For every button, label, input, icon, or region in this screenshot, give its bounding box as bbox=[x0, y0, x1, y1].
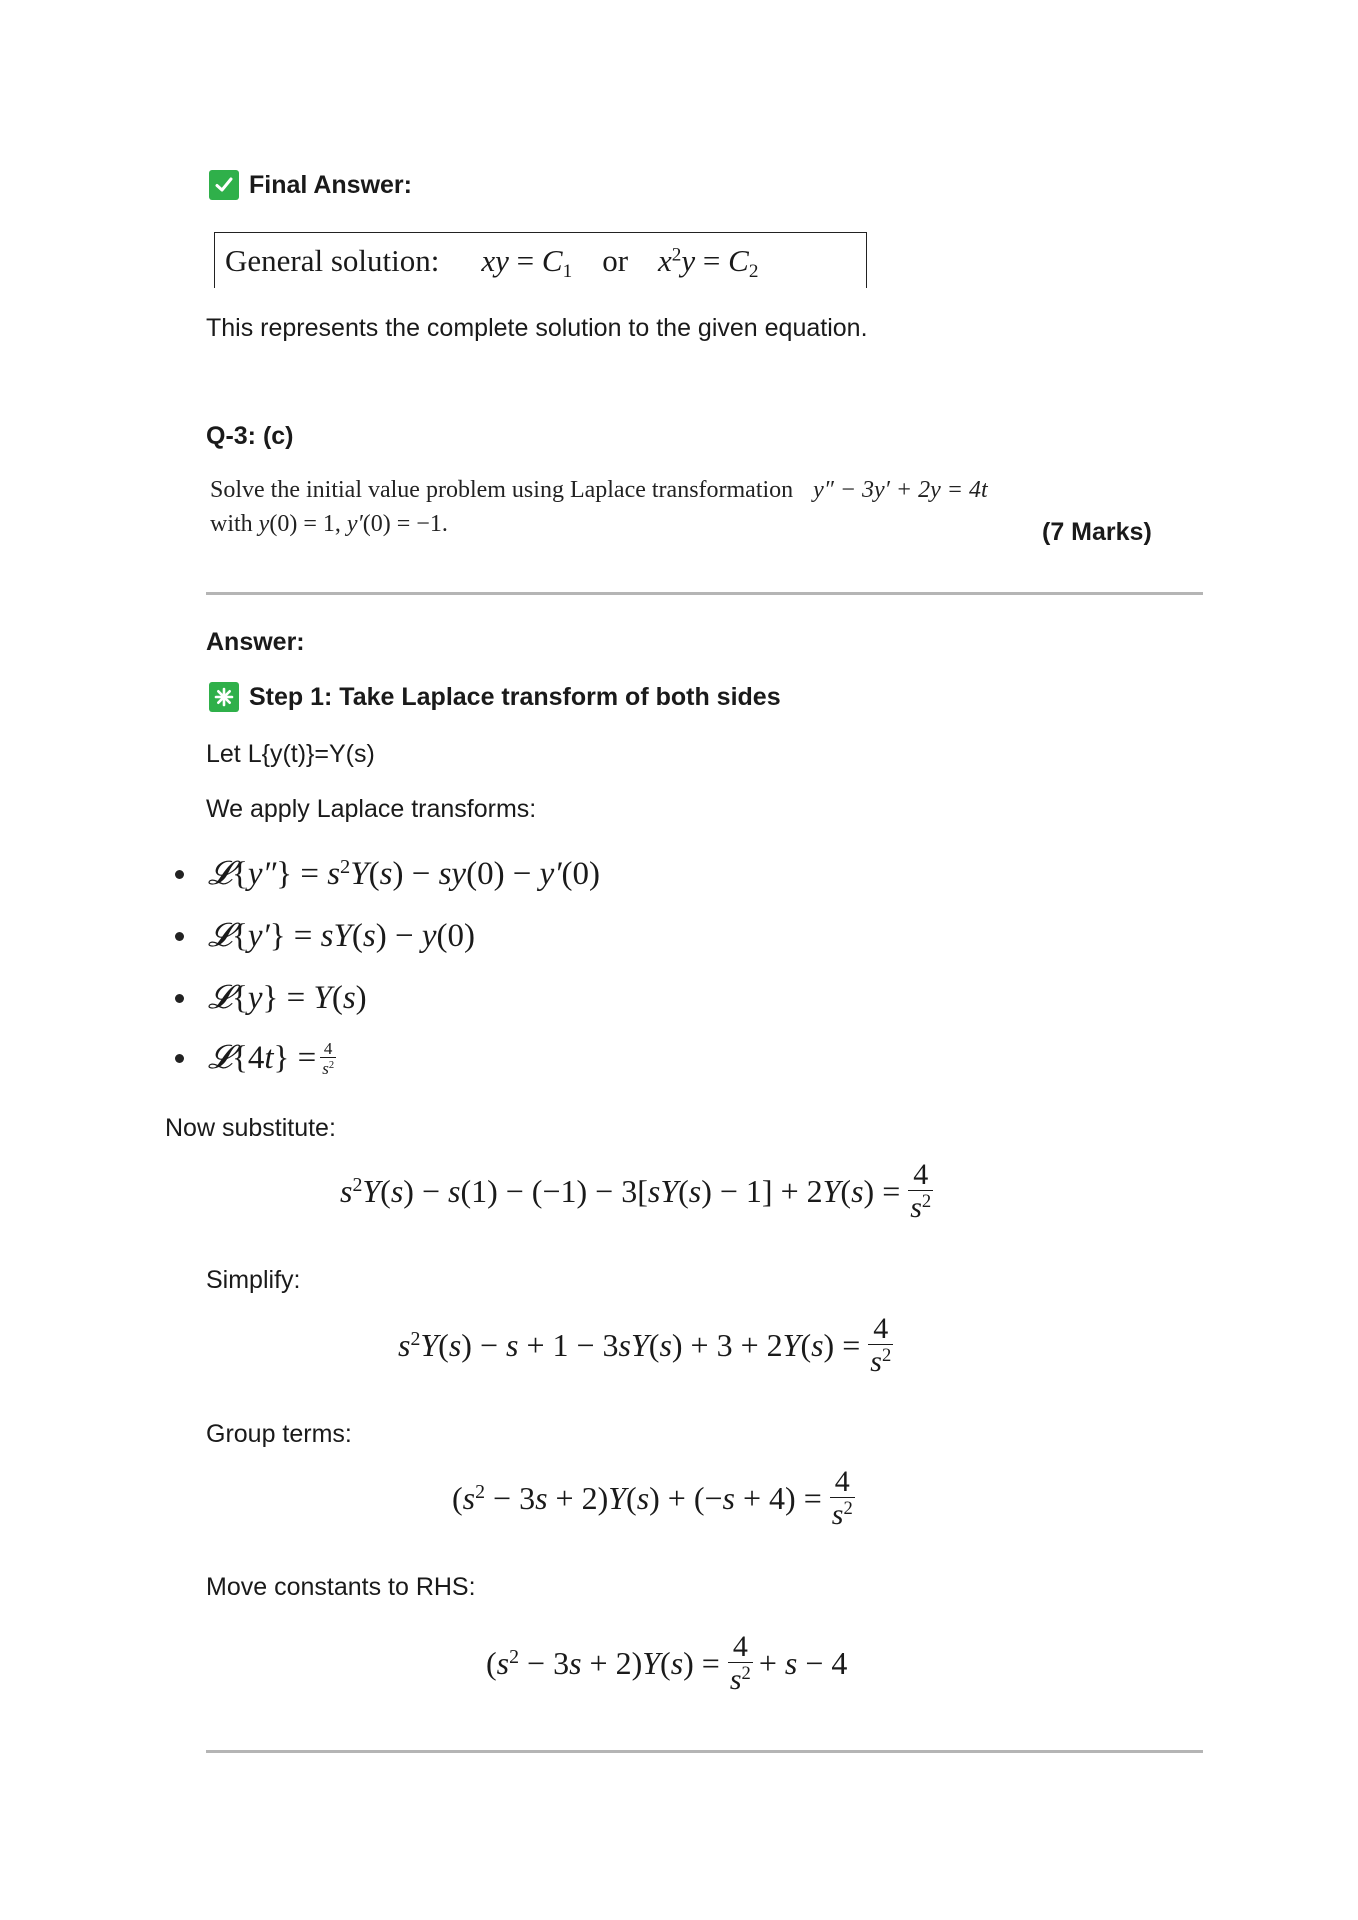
bullet-icon bbox=[175, 932, 184, 941]
move-statement: Move constants to RHS: bbox=[206, 1573, 476, 1601]
bullet-icon bbox=[175, 1054, 184, 1063]
grouped-equation: $(s^2 - 3s + 2)Y(s) + (-s + 4)$ = $\frac{4}{s^2}$ bbox=[452, 1465, 853, 1531]
question-label: Q-3: (c) bbox=[206, 422, 294, 450]
list-item bbox=[175, 918, 475, 955]
transform-y: 𝓛{y} = Y(s) bbox=[208, 980, 367, 1016]
simplify-statement: Simplify: bbox=[206, 1266, 301, 1294]
check-icon bbox=[209, 170, 239, 200]
or-word: or bbox=[602, 242, 629, 278]
group-statement: Group terms: bbox=[206, 1420, 352, 1448]
list-item bbox=[175, 980, 367, 1017]
bullet-icon bbox=[175, 994, 184, 1003]
list-item bbox=[175, 856, 600, 893]
substitute-statement: Now substitute: bbox=[165, 1114, 336, 1142]
solution-formula-1: xy = $C_1$ bbox=[481, 242, 573, 282]
simplified-equation: $s^2Y(s) - s + 1 - 3sY(s) + 3 + 2Y(s)$ = $\frac{4}{s^2}$ bbox=[398, 1312, 892, 1378]
rhs-equation: $(s^2 - 3s + 2)Y(s)$ = $\frac{4}{s^2}$ + s − 4 bbox=[486, 1630, 848, 1696]
solution-formula-2: $x^2y = C_2$ bbox=[658, 242, 759, 282]
asterisk-icon bbox=[209, 682, 239, 712]
divider-bottom bbox=[206, 1750, 1203, 1753]
question-text-2: with bbox=[210, 511, 253, 537]
answer-heading: Answer: bbox=[206, 628, 305, 656]
question-text-1: Solve the initial value problem using Laplace transformation bbox=[210, 477, 794, 503]
step1-title: Step 1: Take Laplace transform of both sides bbox=[249, 682, 781, 711]
closing-sentence: This represents the complete solution to the given equation. bbox=[206, 314, 868, 342]
marks-label: (7 Marks) bbox=[1042, 518, 1152, 546]
divider-top bbox=[206, 592, 1203, 595]
transform-4t: 𝓛 {4 t } = $\frac{4}{s^2}$ bbox=[208, 1039, 335, 1078]
question-line-2 bbox=[210, 511, 448, 538]
question-line-1 bbox=[210, 477, 988, 504]
general-solution-label: General solution: bbox=[225, 242, 440, 278]
final-answer-heading bbox=[209, 170, 412, 200]
substitution-equation: $s^2Y(s) - s(1) - (-1) - 3[sY(s) - 1] + 2Y(s)$ = $\frac{4}{s^2}$ bbox=[340, 1158, 932, 1224]
question-equation: y″ − 3y′ + 2y = 4t bbox=[813, 477, 988, 503]
transform-y-prime: 𝓛{y′} = sY(s) − y(0) bbox=[208, 918, 475, 954]
initial-conditions: y(0) = 1, y′(0) = −1. bbox=[258, 511, 448, 537]
list-item bbox=[175, 1040, 340, 1077]
apply-statement: We apply Laplace transforms: bbox=[206, 795, 537, 823]
final-answer-title: Final Answer: bbox=[249, 170, 412, 199]
bullet-icon bbox=[175, 870, 184, 879]
step1-heading bbox=[209, 682, 781, 712]
let-statement: Let L{y(t)}=Y(s) bbox=[206, 740, 375, 768]
general-solution-box bbox=[214, 232, 867, 288]
transform-y-double-prime: 𝓛{y″} = $s^2Y(s) - sy(0) - y'(0)$ bbox=[208, 855, 601, 892]
